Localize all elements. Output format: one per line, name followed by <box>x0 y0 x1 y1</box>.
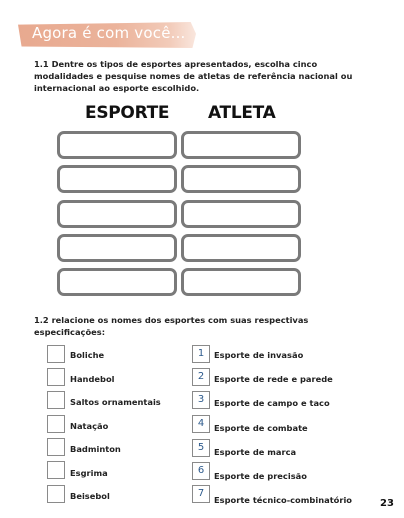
exercise-1-instruction: 1.1 Dentre os tipos de esportes apresentados, escolha cinco modalidades e pesquise nomes de atletas de referência nacional ou internacional ao esporte escolhido. <box>34 59 353 93</box>
esporte-field-3[interactable] <box>57 200 177 228</box>
exercise-2-instruction: 1.2 relacione os nomes dos esportes com suas respectivas especificações: <box>34 315 309 337</box>
sport-label: Handebol <box>70 374 115 384</box>
section-title: Agora é com você... <box>32 24 186 42</box>
sport-label: Saltos ornamentais <box>70 397 161 407</box>
atleta-field-3[interactable] <box>181 200 301 228</box>
spec-number: 6 <box>192 462 210 480</box>
spec-label: Esporte técnico-combinatório <box>214 495 352 505</box>
spec-number: 4 <box>192 415 210 433</box>
sport-label: Badminton <box>70 444 121 454</box>
esporte-field-5[interactable] <box>57 268 177 296</box>
column-header-atleta: ATLETA <box>208 103 276 123</box>
sport-label: Esgrima <box>70 468 108 478</box>
spec-number: 1 <box>192 345 210 363</box>
spec-number: 5 <box>192 439 210 457</box>
atleta-field-5[interactable] <box>181 268 301 296</box>
spec-label: Esporte de combate <box>214 423 308 433</box>
answer-box-boliche[interactable] <box>47 345 65 363</box>
answer-box-natacao[interactable] <box>47 415 65 433</box>
page-number: 23 <box>380 498 394 509</box>
spec-number: 3 <box>192 391 210 409</box>
atleta-field-1[interactable] <box>181 131 301 159</box>
spec-label: Esporte de marca <box>214 447 297 457</box>
column-header-esporte: ESPORTE <box>85 103 170 123</box>
esporte-field-4[interactable] <box>57 234 177 262</box>
atleta-field-4[interactable] <box>181 234 301 262</box>
answer-box-badminton[interactable] <box>47 438 65 456</box>
answer-box-saltos-ornamentais[interactable] <box>47 391 65 409</box>
spec-number: 7 <box>192 485 210 503</box>
spec-label: Esporte de precisão <box>214 471 307 481</box>
spec-label: Esporte de invasão <box>214 350 304 360</box>
sport-label: Natação <box>70 421 109 431</box>
sport-label: Boliche <box>70 350 105 360</box>
spec-number: 2 <box>192 368 210 386</box>
spec-label: Esporte de rede e parede <box>214 374 333 384</box>
answer-box-beisebol[interactable] <box>47 485 65 503</box>
answer-box-handebol[interactable] <box>47 368 65 386</box>
spec-label: Esporte de campo e taco <box>214 398 330 408</box>
sport-label: Beisebol <box>70 491 110 501</box>
answer-box-esgrima[interactable] <box>47 461 65 479</box>
esporte-field-1[interactable] <box>57 131 177 159</box>
atleta-field-2[interactable] <box>181 165 301 193</box>
esporte-field-2[interactable] <box>57 165 177 193</box>
